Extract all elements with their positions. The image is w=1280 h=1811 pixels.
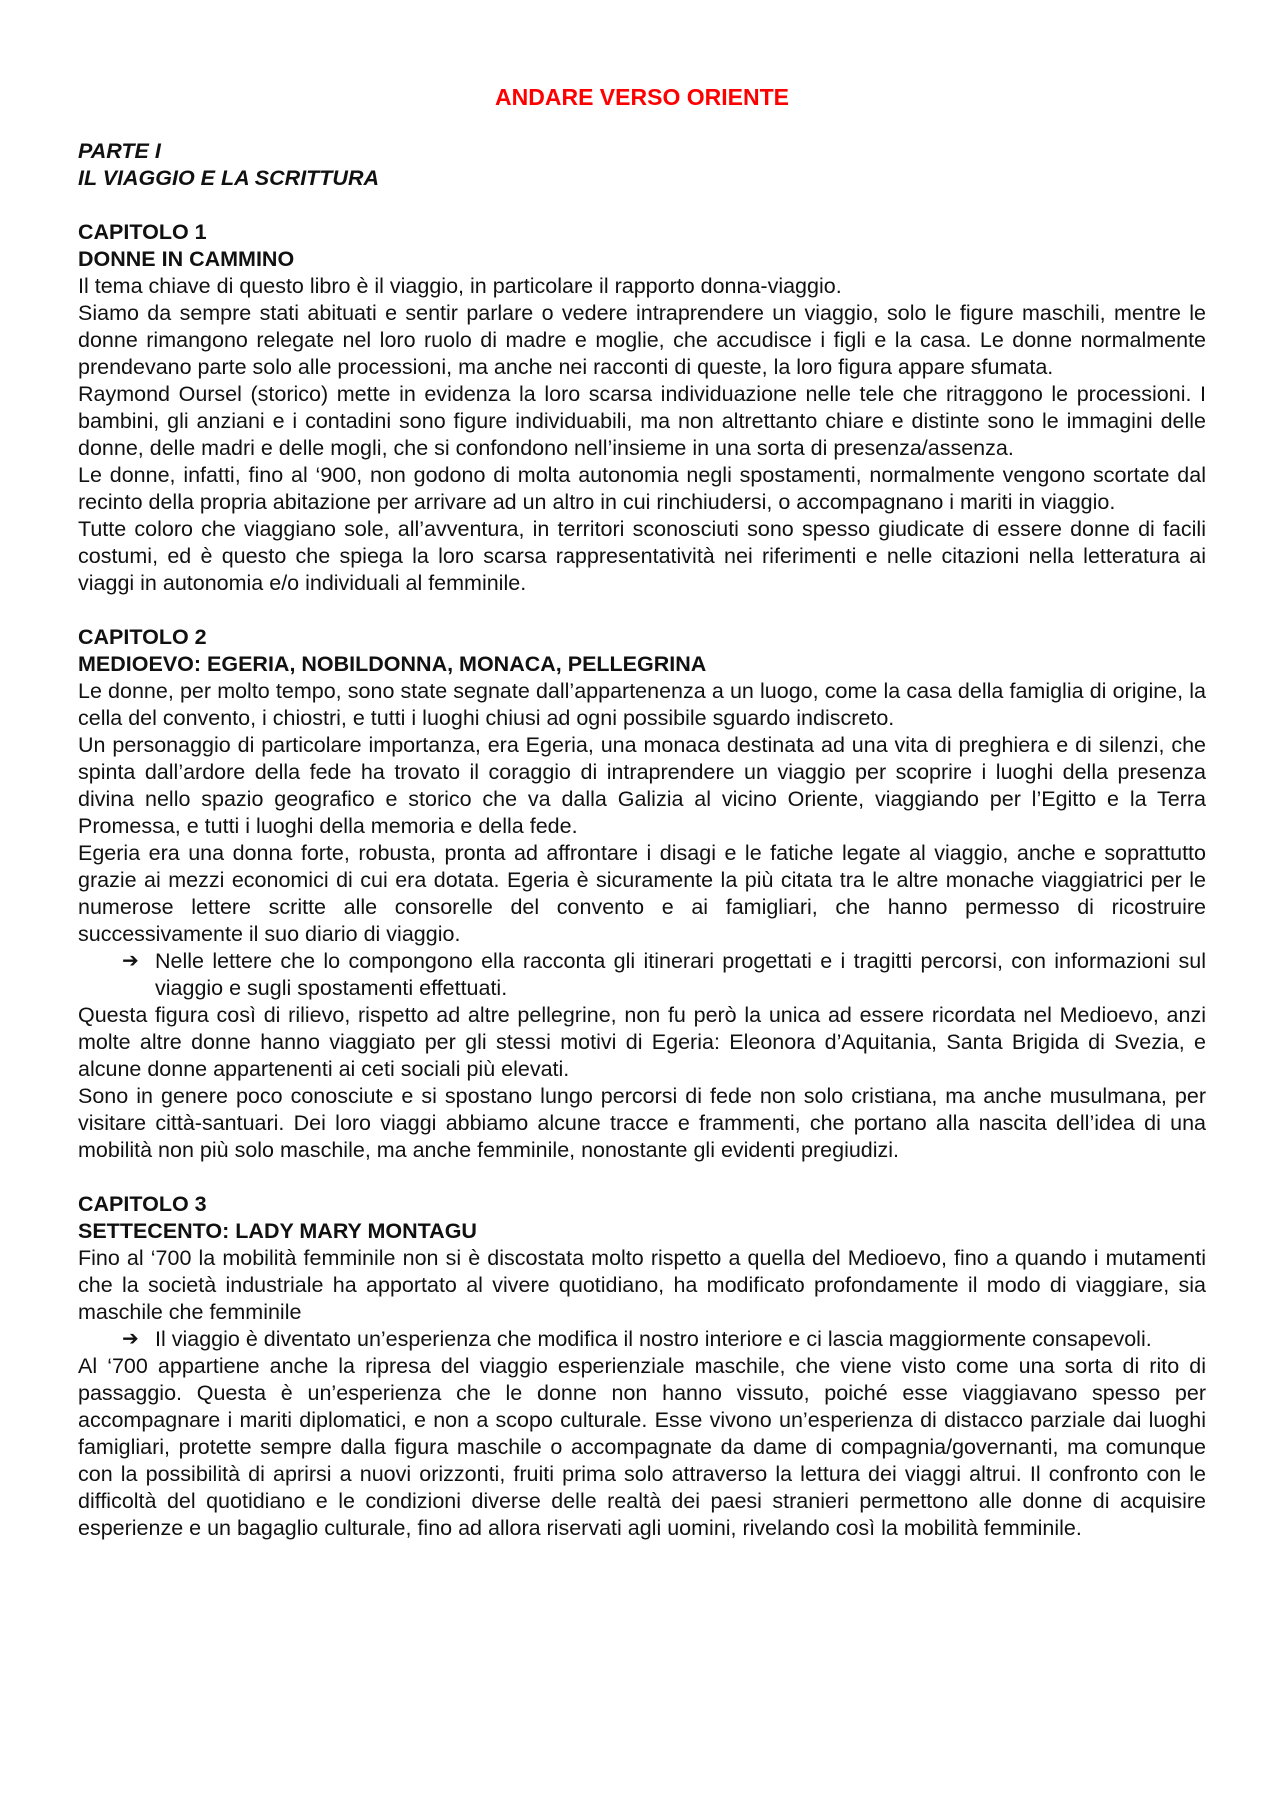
document-page: [78, 78, 1206, 1542]
paragraph: Le donne, per molto tempo, sono state segnate dall’appartenenza a un luogo, come la casa della famiglia di origine, la cella del convento, i chiostri, e tutti i luoghi chiusi ad ogni possibile sguardo indiscreto.: [78, 679, 1206, 730]
chapter-heading: MEDIOEVO: EGERIA, NOBILDONNA, MONACA, PELLEGRINA: [78, 652, 707, 676]
paragraph: Egeria era una donna forte, robusta, pronta ad affrontare i disagi e le fatiche legate al viaggio, anche e soprattutto grazie ai mezzi economici di cui era dotata. Egeria è sicuramente la più citata tra le altre monache viaggiatrici per le numerose lettere scritte alle consorelle del convento e ai famigliari, che hanno permesso di ricostruire successivamente il suo diario di viaggio.: [78, 841, 1206, 946]
arrow-right-icon: ➔: [122, 950, 139, 972]
paragraph: Raymond Oursel (storico) mette in evidenza la loro scarsa individuazione nelle tele che ritraggono le processioni. I bambini, gli anziani e i contadini sono figure individuabili, ma non altrettanto chiare e distinte sono le immagini delle donne, delle madri e delle mogli, che si confondono nell’insieme in una sorta di presenza/assenza.: [78, 382, 1206, 460]
part-label: PARTE I: [78, 139, 161, 163]
bullet-text: Nelle lettere che lo compongono ella racconta gli itinerari progettati e i tragitti percorsi, con informazioni sul viaggio e sugli spostamenti effettuati.: [155, 949, 1206, 1000]
arrow-right-icon: ➔: [122, 1328, 139, 1350]
bullet-item: [122, 948, 1206, 1002]
chapter-heading: SETTECENTO: LADY MARY MONTAGU: [78, 1219, 477, 1243]
spacer: [78, 192, 1206, 219]
paragraph: Un personaggio di particolare importanza, era Egeria, una monaca destinata ad una vita di preghiera e di silenzi, che spinta dall’ardore della fede ha trovato il coraggio di intraprendere un viaggio per scoprire i luoghi della presenza divina nello spazio geografico e storico che va dalla Galizia al vicino Oriente, viaggiando per l’Egitto e la Terra Promessa, e tutti i luoghi della memoria e della fede.: [78, 733, 1206, 838]
paragraph: Al ‘700 appartiene anche la ripresa del viaggio esperienziale maschile, che viene visto come una sorta di rito di passaggio. Questa è un’esperienza che le donne non hanno vissuto, poiché esse viaggiavano spesso per accompagnare i mariti diplomatici, e non a scopo culturale. Esse vivono un’esperienza di distacco parziale dai luoghi famigliari, protette sempre dalla figura maschile o accompagnate da dame di compagnia/governanti, ma comunque con la possibilità di aprirsi a nuovi orizzonti, fruiti prima solo attraverso la lettura dei viaggi altrui. Il confronto con le difficoltà del quotidiano e le condizioni diverse delle realtà dei paesi stranieri permettono alle donne di acquisire esperienze e un bagaglio culturale, fino ad allora riservati agli uomini, rivelando così la mobilità femminile.: [78, 1354, 1206, 1540]
document-title: ANDARE VERSO ORIENTE: [495, 84, 789, 110]
bullet-text: Il viaggio è diventato un’esperienza che modifica il nostro interiore e ci lascia maggiormente consapevoli.: [155, 1327, 1152, 1351]
paragraph: Le donne, infatti, fino al ‘900, non godono di molta autonomia negli spostamenti, normalmente vengono scortate dal recinto della propria abitazione per arrivare ad un altro in cui rinchiudersi, o accompagnano i mariti in viaggio.: [78, 463, 1206, 514]
chapter-label: CAPITOLO 3: [78, 1192, 207, 1216]
chapter-label: CAPITOLO 2: [78, 625, 207, 649]
paragraph: Fino al ‘700 la mobilità femminile non si è discostata molto rispetto a quella del Medioevo, fino a quando i mutamenti che la società industriale ha apportato al vivere quotidiano, ha modificato profondamente il modo di viaggiare, sia maschile che femminile: [78, 1246, 1206, 1324]
spacer: [78, 1164, 1206, 1191]
spacer: [78, 597, 1206, 624]
chapter-1: [78, 219, 1206, 597]
paragraph: Questa figura così di rilievo, rispetto ad altre pellegrine, non fu però la unica ad essere ricordata nel Medioevo, anzi molte altre donne hanno viaggiato per gli stessi motivi di Egeria: Eleonora d’Aquitania, Santa Brigida di Svezia, e alcune donne appartenenti ai ceti sociali più elevati.: [78, 1003, 1206, 1081]
bullet-item: [122, 1326, 1206, 1353]
paragraph: Tutte coloro che viaggiano sole, all’avventura, in territori sconosciuti sono spesso giudicate di essere donne di facili costumi, ed è questo che spiega la loro scarsa rappresentatività nei riferimenti e nelle citazioni nella letteratura ai viaggi in autonomia e/o individuali al femminile.: [78, 517, 1206, 595]
paragraph: Sono in genere poco conosciute e si spostano lungo percorsi di fede non solo cristiana, ma anche musulmana, per visitare città-santuari. Dei loro viaggi abbiamo alcune tracce e frammenti, che portano alla nascita dell’idea di una mobilità non più solo maschile, ma anche femminile, nonostante gli evidenti pregiudizi.: [78, 1084, 1206, 1162]
part-subtitle: IL VIAGGIO E LA SCRITTURA: [78, 166, 380, 190]
chapter-label: CAPITOLO 1: [78, 220, 207, 244]
chapter-heading: DONNE IN CAMMINO: [78, 247, 295, 271]
chapter-2: [78, 624, 1206, 1164]
chapter-3: [78, 1191, 1206, 1542]
paragraph: Il tema chiave di questo libro è il viaggio, in particolare il rapporto donna-viaggio.: [78, 274, 842, 298]
paragraph: Siamo da sempre stati abituati e sentir parlare o vedere intraprendere un viaggio, solo le figure maschili, mentre le donne rimangono relegate nel loro ruolo di madre e moglie, che accudisce i figli e la casa. Le donne normalmente prendevano parte solo alle processioni, ma anche nei racconti di queste, la loro figura appare sfumata.: [78, 301, 1206, 379]
